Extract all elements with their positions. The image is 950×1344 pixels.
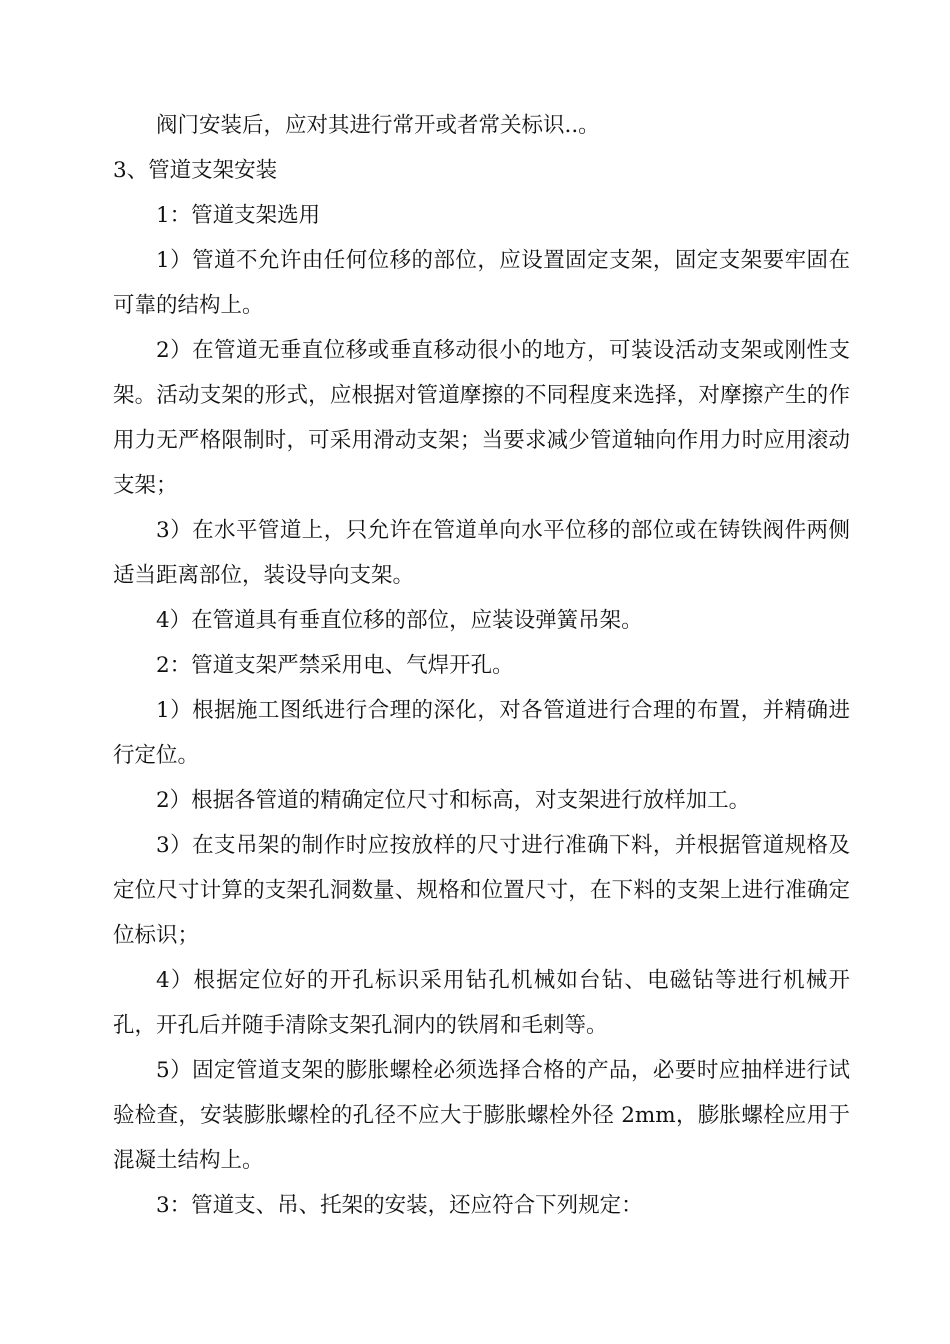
section-heading-pipe-support-installation: 3、管道支架安装: [113, 158, 278, 183]
paragraph-valve-marking: 阀门安装后，应对其进行常开或者常关标识..。: [156, 113, 600, 138]
paragraph-expansion-bolts: 5）固定管道支架的膨胀螺栓必须选择合格的产品，必要时应抽样进行试验检查，安装膨胀螺栓的孔径不应大于膨胀螺栓外径 2mm，膨胀螺栓应用于混凝土结构上。: [113, 1058, 850, 1173]
paragraph-movable-support: 2）在管道无垂直位移或垂直移动很小的地方，可装设活动支架或刚性支架。活动支架的形式，应根据对管道摩擦的不同程度来选择，对摩擦产生的作用力无严格限制时，可采用滑动支架；当要求减少管道轴向作用力时应用滚动支架；: [113, 338, 850, 498]
paragraph-fixed-support: 1）管道不允许由任何位移的部位，应设置固定支架，固定支架要牢固在可靠的结构上。: [113, 248, 850, 318]
paragraph-guide-support: 3）在水平管道上，只允许在管道单向水平位移的部位或在铸铁阀件两侧适当距离部位，装设导向支架。: [113, 518, 850, 588]
paragraph-deepening-positioning: 1）根据施工图纸进行合理的深化，对各管道进行合理的布置，并精确进行定位。: [113, 698, 850, 768]
paragraph-layout-processing: 2）根据各管道的精确定位尺寸和标高，对支架进行放样加工。: [156, 788, 751, 813]
paragraph-cutting-marking: 3）在支吊架的制作时应按放样的尺寸进行准确下料，并根据管道规格及定位尺寸计算的支架孔洞数量、规格和位置尺寸，在下料的支架上进行准确定位标识；: [113, 833, 850, 948]
subheading-no-welding-holes: 2：管道支架严禁采用电、气焊开孔。: [156, 653, 514, 678]
subheading-support-selection: 1：管道支架选用: [156, 203, 321, 228]
paragraph-spring-hanger: 4）在管道具有垂直位移的部位，应装设弹簧吊架。: [156, 608, 643, 633]
paragraph-drilling: 4）根据定位好的开孔标识采用钻孔机械如台钻、电磁钻等进行机械开孔，开孔后并随手清除支架孔洞内的铁屑和毛刺等。: [113, 968, 850, 1038]
document-body: [113, 103, 850, 1228]
subheading-hanger-installation-rules: 3：管道支、吊、托架的安装，还应符合下列规定：: [156, 1193, 643, 1218]
